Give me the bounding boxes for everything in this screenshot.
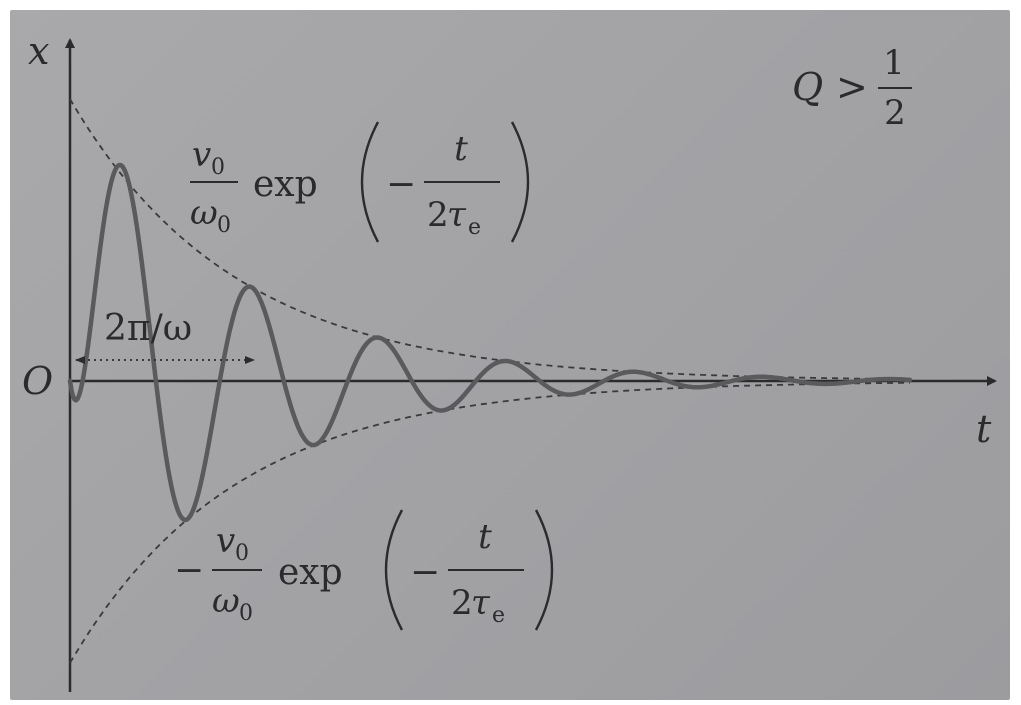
upper-inner-den-var: τ (447, 195, 466, 235)
upper-func: exp (253, 164, 318, 205)
condition-relation: > (836, 65, 868, 109)
upper-num-sub: 0 (211, 155, 225, 180)
lower-inner-den-var: τ (471, 583, 490, 623)
condition-numerator: 1 (883, 43, 905, 83)
condition-denominator: 2 (884, 93, 906, 133)
upper-inner-num: t (454, 129, 468, 169)
period-label: 2π/ω (104, 308, 193, 349)
lower-inner-den-coef: 2 (451, 583, 473, 623)
upper-inner-sign: − (386, 164, 417, 205)
x-axis-label: t (976, 407, 992, 451)
lower-inner-sign: − (410, 552, 441, 593)
condition-lhs: Q (792, 65, 824, 109)
lower-envelope-formula (174, 510, 552, 630)
upper-den-sub: 0 (217, 213, 231, 238)
lower-left-paren (386, 510, 402, 630)
figure-canvas (10, 10, 1010, 700)
upper-right-paren (512, 122, 528, 242)
lower-den-sub: 0 (239, 601, 253, 626)
upper-den-var: ω (190, 193, 218, 233)
lower-inner-den-sub: e (492, 603, 506, 628)
lower-num-var: v (216, 521, 236, 561)
lower-right-paren (536, 510, 552, 630)
upper-left-paren (362, 122, 378, 242)
lower-outer-sign: − (174, 550, 205, 591)
lower-num-sub: 0 (235, 541, 249, 566)
damped-oscillation-figure (10, 10, 1010, 700)
lower-func: exp (278, 552, 343, 593)
upper-inner-den-sub: e (468, 215, 482, 240)
y-axis-label: x (28, 29, 50, 73)
upper-inner-den-coef: 2 (427, 195, 449, 235)
lower-inner-num: t (478, 517, 492, 557)
condition-label (792, 43, 912, 133)
lower-den-var: ω (212, 581, 240, 621)
upper-num-var: v (192, 135, 212, 175)
origin-label: O (22, 359, 54, 403)
upper-envelope-formula (190, 122, 528, 242)
